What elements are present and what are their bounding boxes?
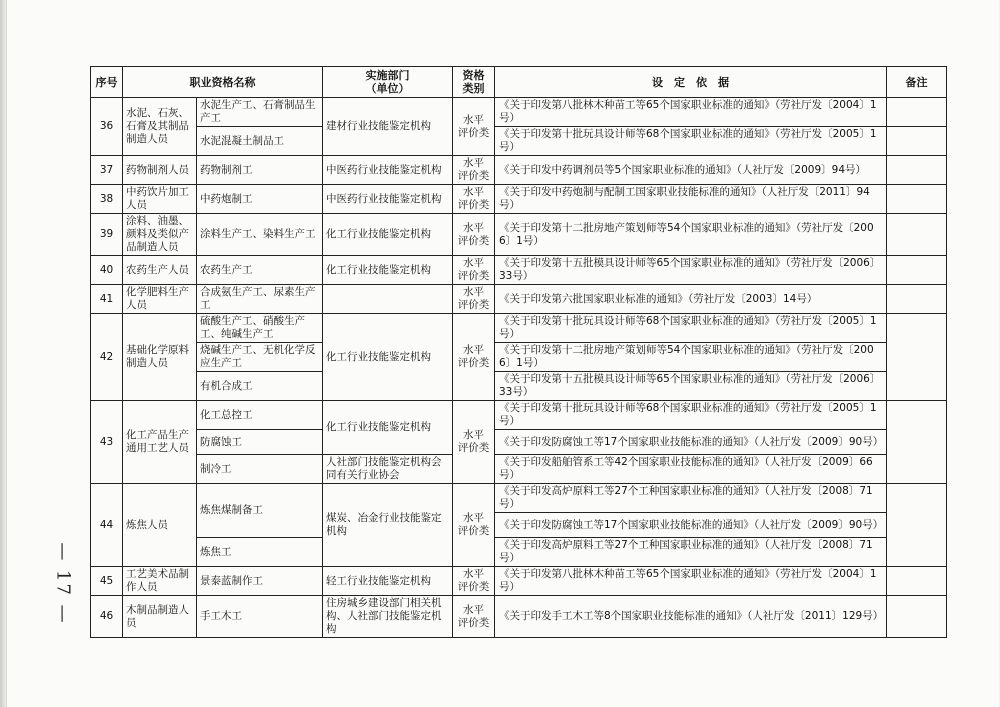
- header-occupation: 职业资格名称: [123, 67, 323, 98]
- row-remark: [887, 596, 947, 638]
- row-category: 水泥、石灰、石膏及其制品制造人员: [123, 98, 197, 156]
- table-row: [91, 343, 947, 372]
- row-remark: [887, 401, 947, 484]
- row-seq: 38: [91, 185, 123, 214]
- row-job: 水泥混凝土制品工: [197, 127, 323, 156]
- row-remark: [887, 185, 947, 214]
- row-job: 涂料生产工、染料生产工: [197, 214, 323, 256]
- row-level: 水平 评价类: [453, 567, 495, 596]
- row-seq: 45: [91, 567, 123, 596]
- row-seq: 42: [91, 314, 123, 401]
- row-seq: 46: [91, 596, 123, 638]
- row-job: 农药生产工: [197, 256, 323, 285]
- row-basis: 《关于印发中药调剂员等5个国家职业标准的通知》（人社厅发〔2009〕94号）: [495, 156, 887, 185]
- row-job: 硫酸生产工、硝酸生产工、纯碱生产工: [197, 314, 323, 343]
- row-level: 水平 评价类: [453, 285, 495, 314]
- table-row: [91, 256, 947, 285]
- row-category: 炼焦人员: [123, 484, 197, 567]
- table-row: [91, 538, 947, 567]
- table-row: [91, 567, 947, 596]
- row-category: 木制品制造人员: [123, 596, 197, 638]
- row-job: 烧碱生产工、无机化学反应生产工: [197, 343, 323, 372]
- row-basis: 《关于印发第十二批房地产策划师等54个国家职业标准的通知》（劳社厅发〔2006〕1号）: [495, 214, 887, 256]
- table-row: [91, 401, 947, 430]
- row-dept: 住房城乡建设部门相关机构、人社部门技能鉴定机构: [323, 596, 453, 638]
- header-basis: 设 定 依 据: [495, 67, 887, 98]
- row-job: 防腐蚀工: [197, 430, 323, 455]
- row-seq: 39: [91, 214, 123, 256]
- row-remark: [887, 214, 947, 256]
- row-level: 水平 评价类: [453, 596, 495, 638]
- row-job: 制冷工: [197, 455, 323, 484]
- header-remark: 备注: [887, 67, 947, 98]
- row-dept: [323, 285, 453, 314]
- row-basis: 《关于印发第八批林木种苗工等65个国家职业标准的通知》（劳社厅发〔2004〕1号）: [495, 567, 887, 596]
- row-seq: 43: [91, 401, 123, 484]
- row-seq: 36: [91, 98, 123, 156]
- table-header-row: [91, 67, 947, 98]
- row-dept: 中医药行业技能鉴定机构: [323, 156, 453, 185]
- row-level: 水平 评价类: [453, 185, 495, 214]
- row-job: 有机合成工: [197, 372, 323, 401]
- row-remark: [887, 314, 947, 401]
- row-remark: [887, 256, 947, 285]
- table-row: [91, 455, 947, 484]
- header-level: 资格 类别: [453, 67, 495, 98]
- row-category: 化工产品生产通用工艺人员: [123, 401, 197, 484]
- row-job: 景泰蓝制作工: [197, 567, 323, 596]
- row-dept: 化工行业技能鉴定机构: [323, 214, 453, 256]
- row-job: 炼焦煤制备工: [197, 484, 323, 538]
- row-category: 化学肥料生产人员: [123, 285, 197, 314]
- row-basis: 《关于印发防腐蚀工等17个国家职业技能标准的通知》（人社厅发〔2009〕90号）: [495, 430, 887, 455]
- row-job: 药物制剂工: [197, 156, 323, 185]
- row-job: 水泥生产工、石膏制品生产工: [197, 98, 323, 127]
- table-row: [91, 430, 947, 455]
- row-job: 中药炮制工: [197, 185, 323, 214]
- row-seq: 44: [91, 484, 123, 567]
- table-row: [91, 596, 947, 638]
- row-remark: [887, 567, 947, 596]
- row-category: 中药饮片加工人员: [123, 185, 197, 214]
- row-basis: 《关于印发第十二批房地产策划师等54个国家职业标准的通知》（劳社厅发〔2006〕1号）: [495, 343, 887, 372]
- row-level: 水平 评价类: [453, 484, 495, 567]
- row-basis: 《关于印发中药炮制与配制工国家职业技能标准的通知》（人社厅发〔2011〕94号）: [495, 185, 887, 214]
- table-row: [91, 285, 947, 314]
- row-level: 水平 评价类: [453, 401, 495, 484]
- row-job: 化工总控工: [197, 401, 323, 430]
- header-seq: 序号: [91, 67, 123, 98]
- row-dept: 化工行业技能鉴定机构: [323, 314, 453, 401]
- row-dept: 人社部门技能鉴定机构会同有关行业协会: [323, 455, 453, 484]
- row-seq: 40: [91, 256, 123, 285]
- page-number: — 17 —: [52, 541, 74, 625]
- row-basis: 《关于印发船舶管系工等42个国家职业技能标准的通知》（人社厅发〔2009〕66号）: [495, 455, 887, 484]
- row-basis: 《关于印发高炉原料工等27个工种国家职业标准的通知》（人社厅发〔2008〕71号）: [495, 538, 887, 567]
- table-row: [91, 185, 947, 214]
- row-job: 合成氨生产工、尿素生产工: [197, 285, 323, 314]
- row-remark: [887, 156, 947, 185]
- row-job: 手工木工: [197, 596, 323, 638]
- row-remark: [887, 484, 947, 567]
- header-dept: 实施部门 （单位）: [323, 67, 453, 98]
- row-basis: 《关于印发第十五批模具设计师等65个国家职业标准的通知》（劳社厅发〔2006〕33号）: [495, 256, 887, 285]
- table-row: [91, 127, 947, 156]
- row-level: 水平 评价类: [453, 256, 495, 285]
- row-dept: 化工行业技能鉴定机构: [323, 401, 453, 455]
- row-basis: 《关于印发手工木工等8个国家职业技能标准的通知》（人社厅发〔2011〕129号）: [495, 596, 887, 638]
- row-category: 基础化学原料制造人员: [123, 314, 197, 401]
- table-row: [91, 98, 947, 127]
- row-category: 药物制剂人员: [123, 156, 197, 185]
- occupation-qualification-table: [90, 66, 947, 638]
- row-seq: 41: [91, 285, 123, 314]
- row-remark: [887, 127, 947, 156]
- row-remark: [887, 98, 947, 127]
- row-dept: 化工行业技能鉴定机构: [323, 256, 453, 285]
- row-basis: 《关于印发第十批玩具设计师等68个国家职业标准的通知》（劳社厅发〔2005〕1号）: [495, 401, 887, 430]
- row-seq: 37: [91, 156, 123, 185]
- row-level: 水平 评价类: [453, 156, 495, 185]
- row-job: 炼焦工: [197, 538, 323, 567]
- table-row: [91, 214, 947, 256]
- row-dept: 煤炭、冶金行业技能鉴定机构: [323, 484, 453, 567]
- row-basis: 《关于印发第八批林木种苗工等65个国家职业标准的通知》（劳社厅发〔2004〕1号）: [495, 98, 887, 127]
- row-remark: [887, 285, 947, 314]
- row-category: 工艺美术品制作人员: [123, 567, 197, 596]
- table-row: [91, 156, 947, 185]
- row-basis: 《关于印发高炉原料工等27个工种国家职业标准的通知》（人社厅发〔2008〕71号）: [495, 484, 887, 513]
- row-basis: 《关于印发第十批玩具设计师等68个国家职业标准的通知》（劳社厅发〔2005〕1号）: [495, 127, 887, 156]
- row-dept: 轻工行业技能鉴定机构: [323, 567, 453, 596]
- table-row: [91, 484, 947, 513]
- table-row: [91, 372, 947, 401]
- row-basis: 《关于印发防腐蚀工等17个国家职业技能标准的通知》（人社厅发〔2009〕90号）: [495, 513, 887, 538]
- row-basis: 《关于印发第十批玩具设计师等68个国家职业标准的通知》（劳社厅发〔2005〕1号）: [495, 314, 887, 343]
- row-level: 水平 评价类: [453, 214, 495, 256]
- row-category: 农药生产人员: [123, 256, 197, 285]
- row-basis: 《关于印发第六批国家职业标准的通知》（劳社厅发〔2003〕14号）: [495, 285, 887, 314]
- row-dept: 中医药行业技能鉴定机构: [323, 185, 453, 214]
- row-dept: 建材行业技能鉴定机构: [323, 98, 453, 156]
- row-level: 水平 评价类: [453, 314, 495, 401]
- row-category: 涂料、油墨、颜料及类似产品制造人员: [123, 214, 197, 256]
- table-row: [91, 314, 947, 343]
- row-basis: 《关于印发第十五批模具设计师等65个国家职业标准的通知》（劳社厅发〔2006〕33号）: [495, 372, 887, 401]
- row-level: 水平 评价类: [453, 98, 495, 156]
